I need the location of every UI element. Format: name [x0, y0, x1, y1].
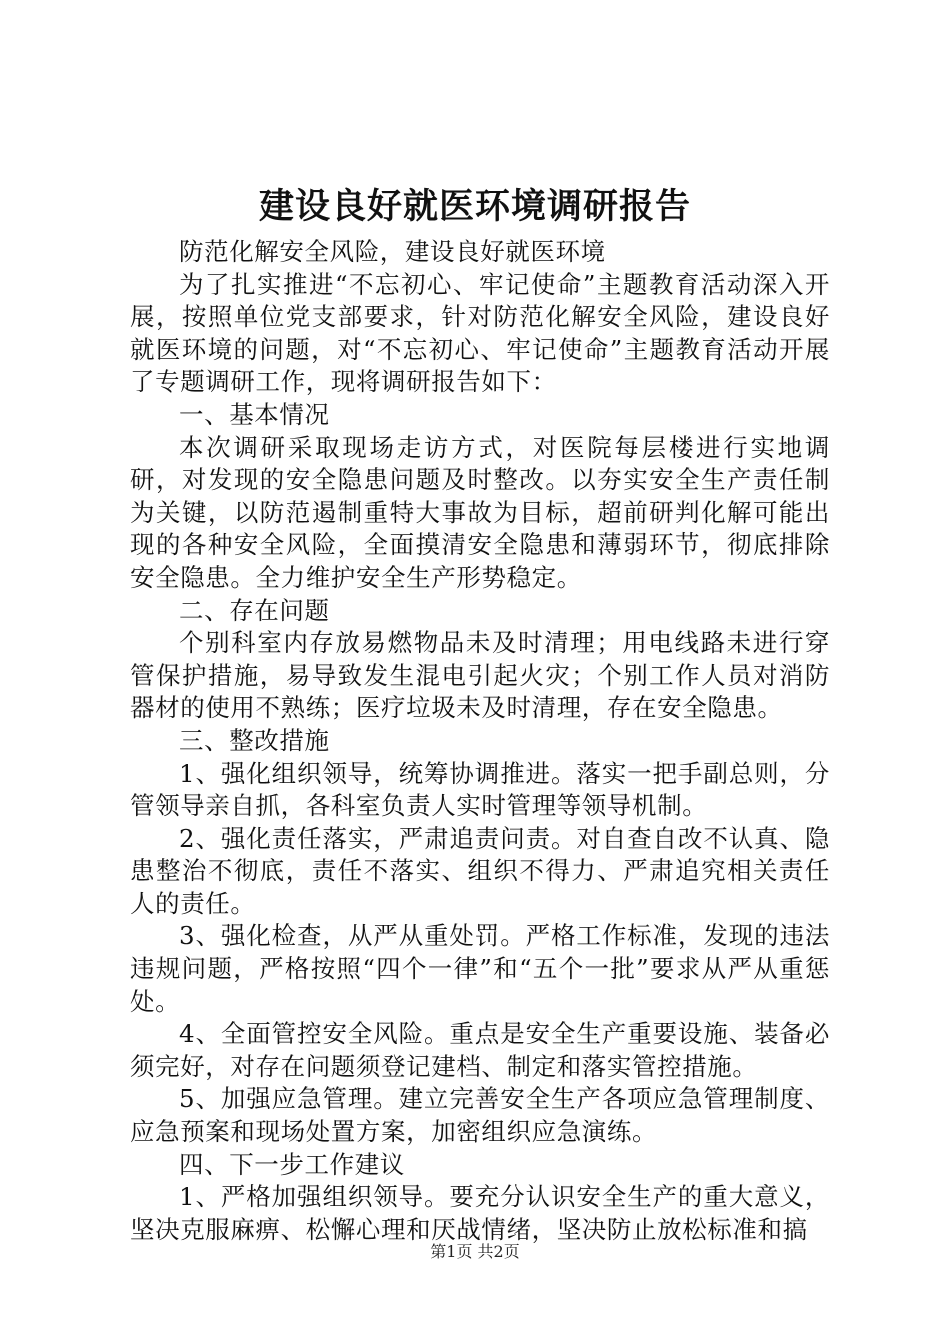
- document-title: 建设良好就医环境调研报告: [258, 186, 691, 227]
- section-heading-problems: 二、存在问题: [179, 595, 330, 625]
- measure-item-3: 3、强化检查，从严从重处罚。严格工作标准，发现的违法违规问题，严格按照“四个一律”和“五个一批”要求从严从重惩处。: [130, 921, 830, 1016]
- section-heading-measures: 三、整改措施: [179, 725, 330, 755]
- measure-item-2: 2、强化责任落实，严肃追责问责。对自查自改不认真、隐患整治不彻底，责任不落实、组织不得力、严肃追究相关责任人的责任。: [130, 823, 830, 918]
- intro-paragraph: 为了扎实推进“不忘初心、牢记使命”主题教育活动深入开展，按照单位党支部要求，针对防范化解安全风险，建设良好就医环境的问题，对“不忘初心、牢记使命”主题教育活动开展了专题调研工作，现将调研报告如下：: [130, 269, 830, 397]
- document-body: [130, 236, 830, 1246]
- problems-paragraph: 个别科室内存放易燃物品未及时清理；用电线路未进行穿管保护措施，易导致发生混电引起火灾；个别工作人员对消防器材的使用不熟练；医疗垃圾未及时清理，存在安全隐患。: [130, 628, 830, 723]
- next-step-item-1: 1、严格加强组织领导。要充分认识安全生产的重大意义，坚决克服麻痹、松懈心理和厌战情绪，坚决防止放松标准和搞: [130, 1182, 830, 1244]
- measure-item-5: 5、加强应急管理。建立完善安全生产各项应急管理制度、应急预案和现场处置方案，加密组织应急演练。: [130, 1084, 830, 1147]
- page-number-footer: 第1页 共2页: [430, 1242, 520, 1261]
- basic-situation-paragraph: 本次调研采取现场走访方式，对医院每层楼进行实地调研，对发现的安全隐患问题及时整改。以夯实安全生产责任制为关键，以防范遏制重特大事故为目标，超前研判化解可能出现的各种安全风险，全面摸清安全隐患和薄弱环节，彻底排除安全隐患。全力维护安全生产形势稳定。: [130, 432, 830, 592]
- section-heading-basic-situation: 一、基本情况: [179, 399, 330, 429]
- measure-item-4: 4、全面管控安全风险。重点是安全生产重要设施、装备必须完好，对存在问题须登记建档、制定和落实管控措施。: [130, 1019, 830, 1081]
- subtitle-paragraph: 防范化解安全风险，建设良好就医环境: [179, 237, 606, 266]
- section-heading-next-steps: 四、下一步工作建议: [179, 1149, 405, 1179]
- measure-item-1: 1、强化组织领导，统筹协调推进。落实一把手副总则，分管领导亲自抓，各科室负责人实时管理等领导机制。: [130, 758, 830, 821]
